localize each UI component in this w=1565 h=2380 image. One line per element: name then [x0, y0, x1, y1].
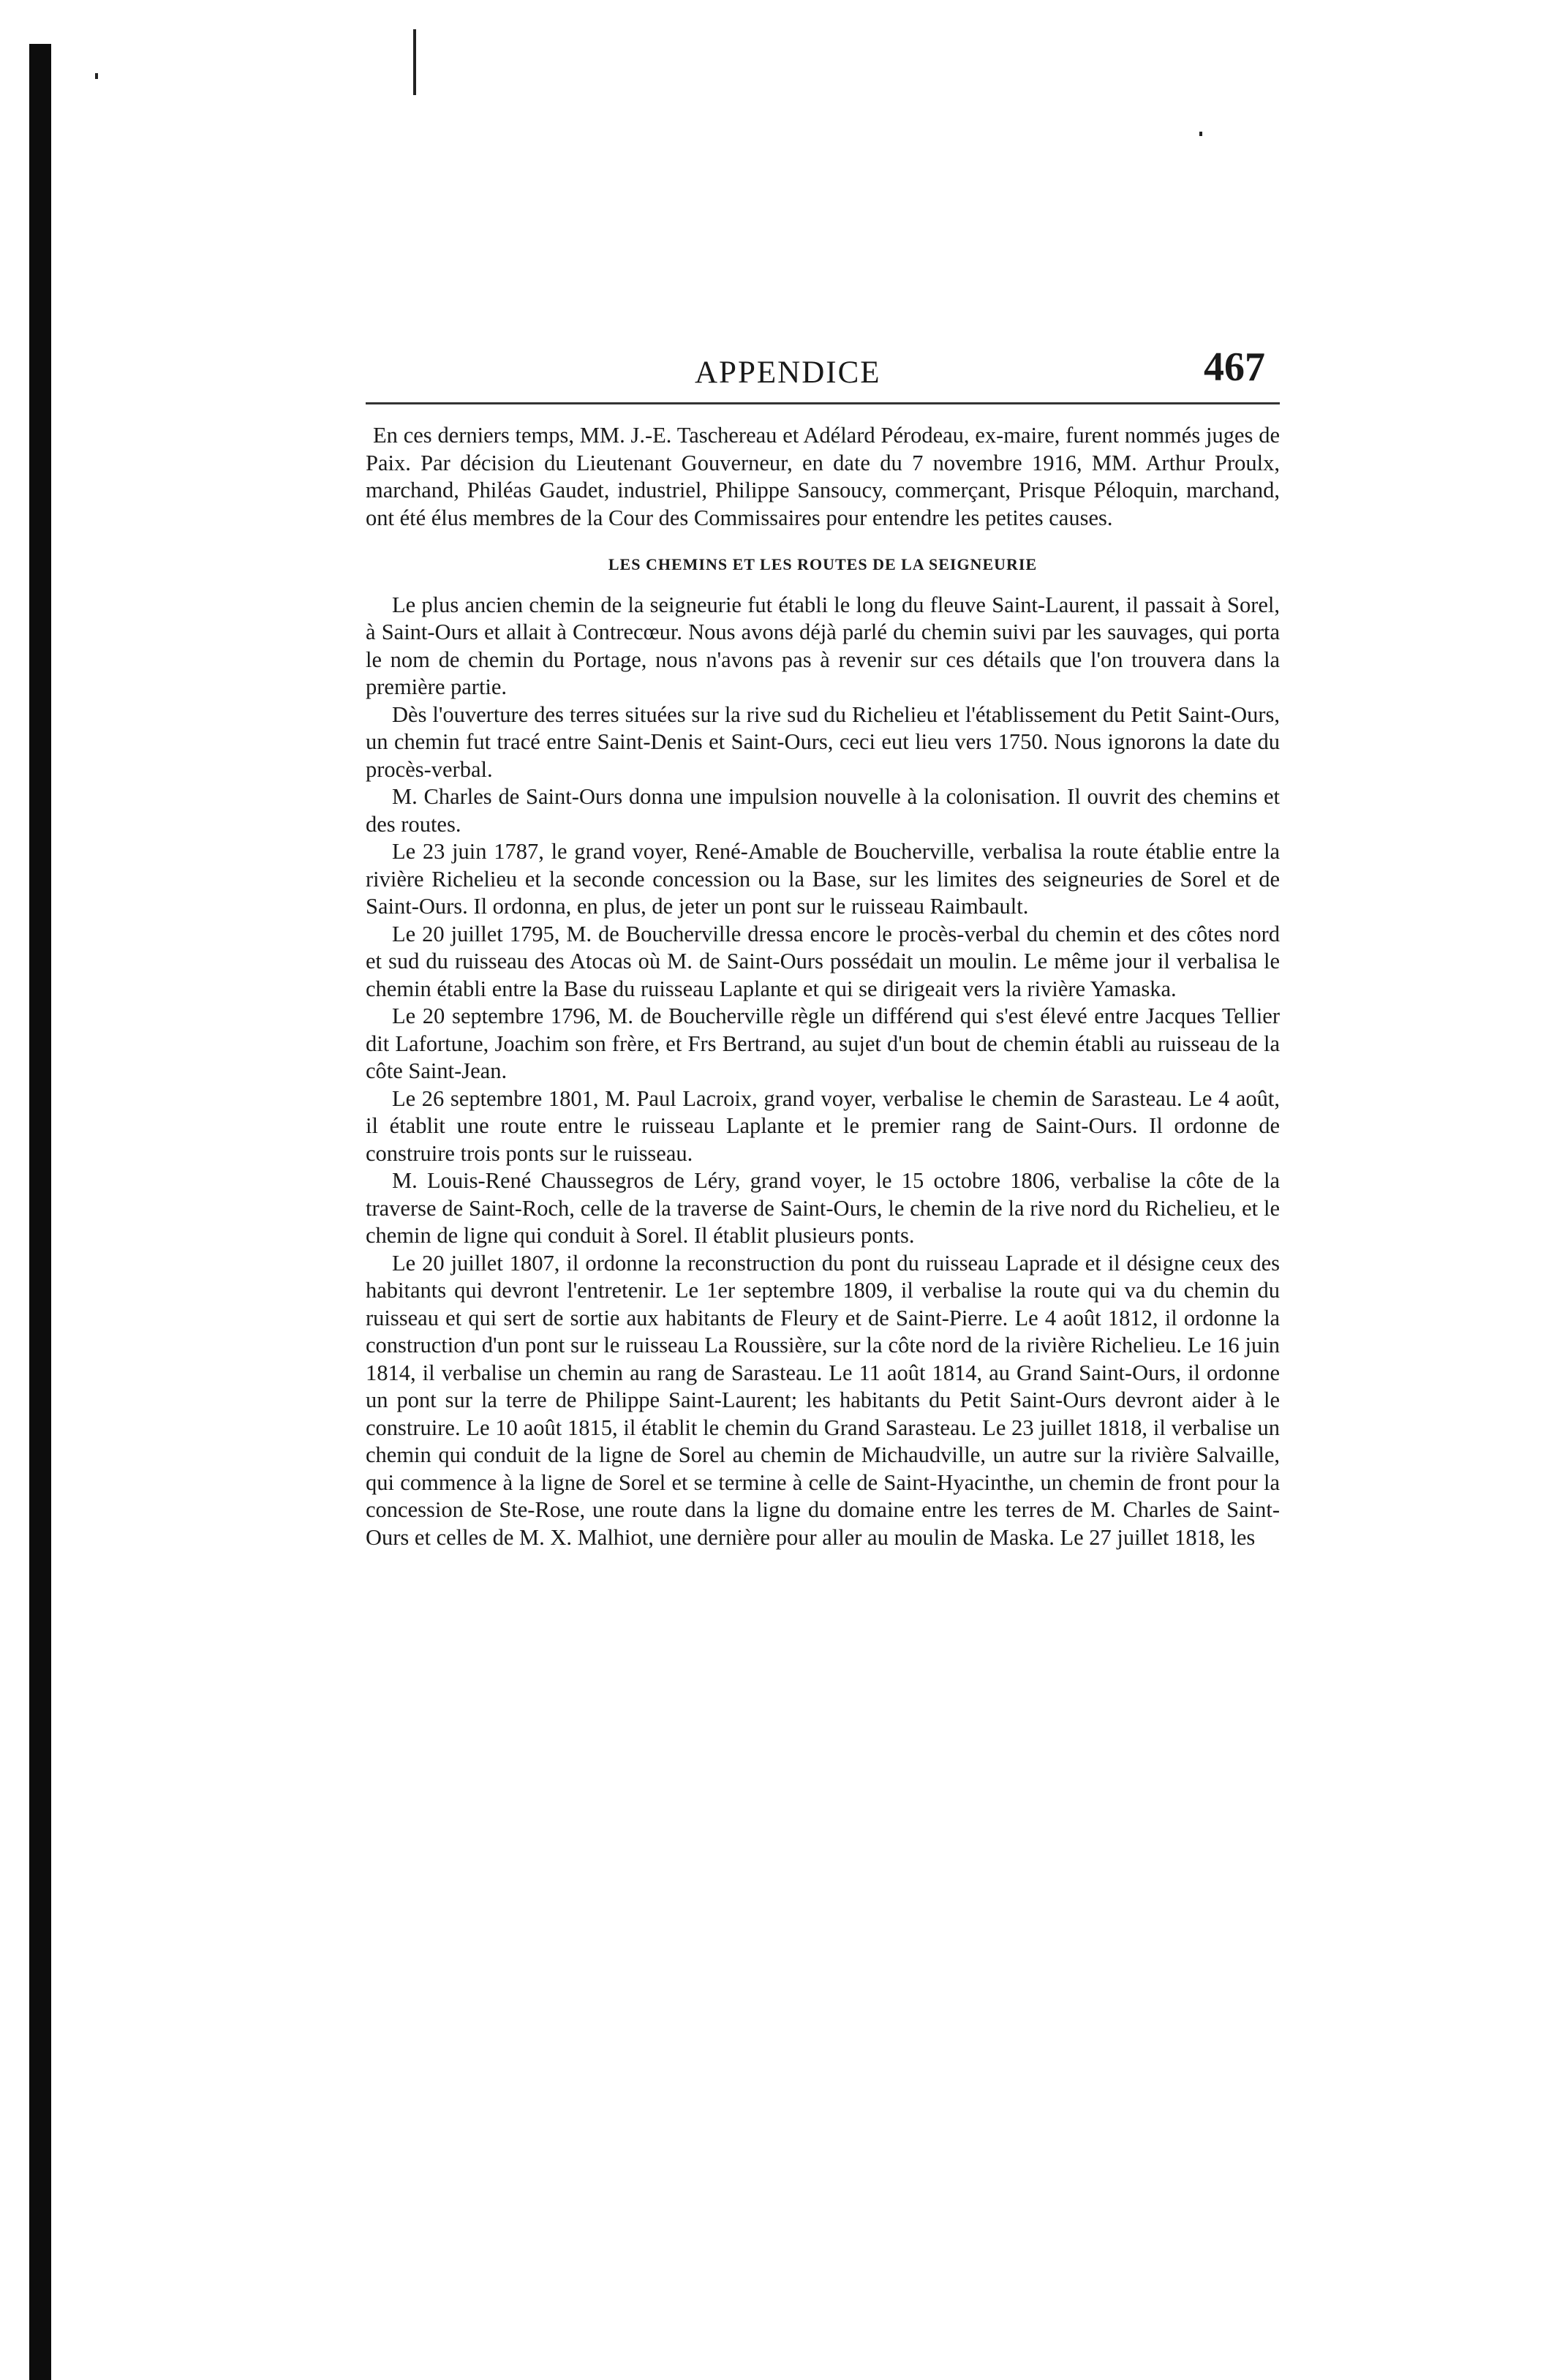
- paragraph: Le 23 juin 1787, le grand voyer, René-Amable de Boucherville, verbalisa la route établie entre la rivière Richelieu et la seconde concession ou la Base, sur les limites des seigneuries de Sorel et de Saint-Ours. Il ordonna, en plus, de jeter un pont sur le ruisseau Raimbault.: [366, 839, 1280, 919]
- body-text: [366, 422, 1280, 1551]
- paragraph: Le 20 juillet 1795, M. de Boucherville dressa encore le procès-verbal du chemin et des côtes nord et sud du ruisseau des Atocas où M. de Saint-Ours possédait un moulin. Le même jour il verbalisa le chemin établi entre la Base du ruisseau Laplante et qui se dirigeait vers la rivière Yamaska.: [366, 921, 1280, 1001]
- scan-speck-right: [1199, 132, 1202, 136]
- paragraph: Le 20 septembre 1796, M. de Boucherville règle un différend qui s'est élevé entre Jacques Tellier dit Lafortune, Joachim son frère, et Frs Bertrand, au sujet d'un bout de chemin établi au ruisseau de la côte Saint-Jean.: [366, 1003, 1280, 1083]
- paragraph: Le 20 juillet 1807, il ordonne la reconstruction du pont du ruisseau Laprade et il désigne ceux des habitants qui devront l'entretenir. Le 1er septembre 1809, il verbalise la route qui va du chemin du ruisseau et qui sert de sortie aux habitants de Fleury et de Saint-Pierre. Le 4 août 1812, il ordonne la construction d'un pont sur le ruisseau La Roussière, sur la côte nord de la rivière Richelieu. Le 16 juin 1814, il verbalise un chemin au rang de Sarasteau. Le 11 août 1814, au Grand Saint-Ours, il ordonne un pont sur la terre de Philippe Saint-Laurent; les habitants du Petit Saint-Ours devront aider à le construire. Le 10 août 1815, il établit le chemin du Grand Sarasteau. Le 23 juillet 1818, il verbalise un chemin qui conduit de la ligne de Sorel au chemin de Michaudville, un autre sur la rivière Salvaille, qui commence à la ligne de Sorel et se termine à celle de Saint-Hyacinthe, un chemin de front pour la concession de Ste-Rose, une route dans la ligne du domaine entre les terres de M. Charles de Saint-Ours et celles de M. X. Malhiot, une dernière pour aller au moulin de Maska. Le 27 juillet 1818, les: [366, 1250, 1280, 1550]
- paragraph: M. Charles de Saint-Ours donna une impulsion nouvelle à la colonisation. Il ouvrit des chemins et des routes.: [366, 784, 1280, 837]
- intro-paragraph: En ces derniers temps, MM. J.-E. Taschereau et Adélard Pérodeau, ex-maire, furent nommés juges de Paix. Par décision du Lieutenant Gouverneur, en date du 7 novembre 1916, MM. Arthur Proulx, marchand, Philéas Gaudet, industriel, Philippe Sansoucy, commerçant, Prisque Péloquin, marchand, ont été élus membres de la Cour des Commissaires pour entendre les petites causes.: [366, 423, 1280, 530]
- page: [366, 344, 1280, 1551]
- paragraph: Le 26 septembre 1801, M. Paul Lacroix, grand voyer, verbalise le chemin de Sarasteau. Le 4 août, il établit une route entre le ruisseau Laplante et le premier rang de Saint-Ours. Il ordonne de construire trois ponts sur le ruisseau.: [366, 1085, 1280, 1166]
- page-header: [366, 344, 1280, 404]
- paragraph: Le plus ancien chemin de la seigneurie fut établi le long du fleuve Saint-Laurent, il passait à Sorel, à Saint-Ours et allait à Contrecœur. Nous avons déjà parlé du chemin suivi par les sauvages, qui porta le nom de chemin du Portage, nous n'avons pas à revenir sur ces détails que l'on trouvera dans la première partie.: [366, 592, 1280, 699]
- running-title: APPENDICE: [695, 355, 881, 390]
- scan-mark-top: [413, 29, 416, 95]
- scan-speck: [95, 73, 98, 79]
- scan-binding-edge: [29, 44, 51, 2380]
- page-number: 467: [1204, 344, 1265, 390]
- section-title: LES CHEMINS ET LES ROUTES DE LA SEIGNEURIE: [608, 555, 1038, 573]
- paragraph: Dès l'ouverture des terres situées sur la rive sud du Richelieu et l'établissement du Petit Saint-Ours, un chemin fut tracé entre Saint-Denis et Saint-Ours, ceci eut lieu vers 1750. Nous ignorons la date du procès-verbal.: [366, 701, 1280, 782]
- paragraph: M. Louis-René Chaussegros de Léry, grand voyer, le 15 octobre 1806, verbalise la côte de la traverse de Saint-Roch, celle de la traverse de Saint-Ours, le chemin de la rive nord du Richelieu, et le chemin de ligne qui conduit à Sorel. Il établit plusieurs ponts.: [366, 1168, 1280, 1248]
